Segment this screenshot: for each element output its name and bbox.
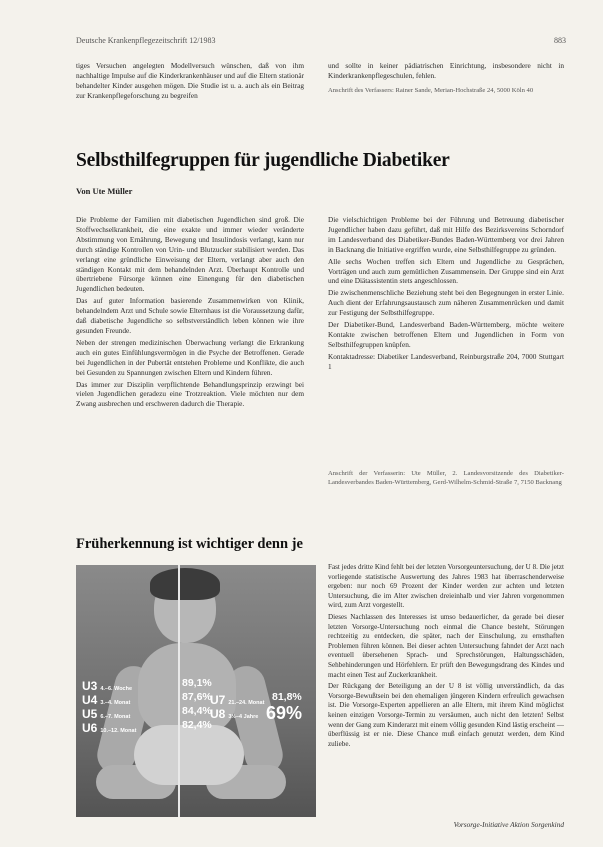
u-percentage: 81,8% (272, 691, 302, 703)
u-row (210, 705, 258, 723)
page-number: 883 (554, 36, 566, 45)
paragraph: Dieses Nachlassen des Interesses ist umso bedauerlicher, da gerade bei dieser letzten Vorsorge-Untersuchung noch einmal die Chance besteht, Störungen rechtzeitig zu entdecken, die später, nach der Einschulung, zu ernsthaften Problemen führen können. Bei dieser achten Untersuchung fahndet der Arzt nach eventuell übersehenen Sprach- und Sprechstörungen, Haltungsschäden, Sehbehinderungen und Hörfehlern. Er prüft den Bewegungsdrang des Kindes und macht einen Test auf Zuckerkrankheit. (328, 612, 564, 679)
u-percentage: 84,4% (182, 705, 212, 717)
paragraph: Fast jedes dritte Kind fehlt bei der letzten Vorsorgeuntersuchung, der U 8. Die jetzt vorliegende statistische Auswertung des Jahres 1983 hat überraschenderweise ergeben: nur noch 69 Prozent der Kinder werden zur achten und letzten Untersuchung, die im Alter zwischen dreieinhalb und vier Jahren vorgenommen wird, zum Arzt vorgestellt. (328, 563, 564, 610)
article-author: Von Ute Müller (76, 186, 133, 196)
previous-article-left-column (76, 61, 304, 103)
u8-percentage: 69% (266, 703, 303, 723)
paragraph: tiges Versuchen angelegten Modellversuch wünschen, daß von ihm nachhaltige Impulse auf die Kinderkrankenhäuser und auf die Eltern stationär behandelter Kinder ausgehen mögen. Die Studie ist u. a. auch als ein Beitrag zur Krankenpflegeforschung zu begreifen (76, 61, 304, 100)
paragraph: Neben der strengen medizinischen Überwachung verlangt die Erkrankung auch ein gutes Einfühlungsvermögen in die Psyche der Betroffenen. Gerade bei Jugendlichen in der Pubertät entstehen Probleme und Konflikte, die auch bei Gesunden zu Spannungen zwischen Eltern und Kindern führen. (76, 337, 304, 377)
u-code: U5 (82, 707, 98, 721)
author-address: Anschrift des Verfassers: Rainer Sande, Merian-Hochstraße 24, 5000 Köln 40 (328, 86, 534, 94)
u-percentage: 89,1% (182, 677, 212, 689)
child-photo (76, 565, 316, 817)
photo-divider-line (178, 565, 180, 817)
article-right-column (328, 215, 564, 374)
paragraph: Der Rückgang der Beteiligung an der U 8 ist völlig unverständlich, da das Vorsorge-Bewußtsein bei den ehemaligen jüngeren Kindern erfreulich gewachsen ist. Die Vorsorge-Experten appellieren an alle Eltern, mit ihrem Kind möglichst keinen einzigen Vorsorge-Termin zu versäumen, auch nicht den letzten! Selbst wenn der Gang zum Kinderarzt mit einem völlig gesunden Kind lästig erscheint — überflüssig ist er nie. Diese Chance muß einfach genutzt werden, dem Kind zuliebe. (328, 682, 565, 748)
paragraph: Die vielschichtigen Probleme bei der Führung und Betreuung diabetischer Jugendlicher haben dazu geführt, daß mit Hilfe des Bezirksvereins Schorndorf im Landesverband des Diabetiker-Bundes Baden-Württemberg vor drei Jahren in Backnang die Initiative ergriffen wurde, eine Selbsthilfegruppe zu gründen. (328, 215, 564, 254)
paragraph: Die Probleme der Familien mit diabetischen Jugendlichen sind groß. Die Stoffwechselkrankheit, die eine exakte und immer wieder veränderte Abstimmung von Ernährung, Bewegung und Insulindosis verlangt, kann nur durch ständige Kontrollen von Urin- und Blutzucker stabilisiert werden. Das verlangt eine gründliche Einweisung der Eltern, verlangt aber auch den ständigen Kontakt mit dem behandelnden Arzt. Überhaupt Kontrolle und übertriebene Fürsorge können eine Einengung für den diabetischen Jugendlichen bedeuten. (76, 215, 304, 294)
u-age: 10.–12. Monat (100, 728, 137, 734)
photo-hair (150, 568, 220, 600)
running-head (76, 36, 566, 45)
article-title: Früherkennung ist wichtiger denn je (76, 536, 303, 552)
u-code: U4 (82, 693, 98, 707)
paragraph: Alle sechs Wochen treffen sich Eltern und Jugendliche zu Gesprächen, Vorträgen und auch zum gemütlichen Zusammensein. Der Gruppe sind ein Arzt und eine Diätassistentin stets angeschlossen. (328, 256, 564, 286)
u-age: 6.–7. Monat (100, 714, 131, 720)
paragraph: Die zwischenmenschliche Beziehung steht bei den Begegnungen in erster Linie. Auch dient der Erfahrungsaustausch zum näheren Zusammenrücken und damit zur Festigung der Selbsthilfegruppe. (328, 288, 564, 318)
photo-diaper (134, 725, 244, 785)
journal-name: Deutsche Krankenpflegezeitschrift 12/1983 (76, 36, 216, 45)
u-percentage: 82,4% (182, 719, 212, 731)
u-age: 21.–24. Monat (228, 700, 265, 706)
u-row (82, 719, 212, 737)
u-code: U3 (82, 679, 98, 693)
article-left-column (76, 215, 304, 411)
u-code: U6 (82, 721, 98, 735)
article-signature: Vorsorge-Initiative Aktion Sorgenkind (453, 820, 564, 829)
article-right-column (328, 563, 564, 751)
previous-article-right-column (328, 61, 564, 97)
author-address: Anschrift der Verfasserin: Ute Müller, 2. Landesvorsitzende des Diabetiker-Landesverbandes Baden-Württemberg, Gerd-Wilhelm-Schmid-Straße 7, 7150 Backnang (328, 470, 564, 486)
u-code: U8 (210, 707, 226, 721)
u-age: 3.–4. Monat (100, 700, 131, 706)
contact-address: Kontaktadresse: Diabetiker Landesverband, Reinburgstraße 204, 7000 Stuttgart 1 (328, 351, 564, 371)
paragraph: Das immer zur Disziplin verpflichtende Behandlungsprinzip erzwingt bei vielen Jugendlichen geradezu eine Trotzreaktion. Viele möchten nur dem Zwang ausbrechen und erschweren dadurch die Therapie. (76, 379, 304, 409)
paragraph: und sollte in keiner pädiatrischen Einrichtung, insbesondere nicht in Kinderkrankenpflegeschulen, fehlen. (328, 61, 564, 80)
article-title: Selbsthilfegruppen für jugendliche Diabetiker (76, 150, 450, 171)
paragraph: Der Diabetiker-Bund, Landesverband Baden-Württemberg, möchte weitere Kontakte zwischen betroffenen Eltern und Jugendlichen in Form von Selbsthilfegruppen knüpfen. (328, 320, 564, 349)
u-code: U7 (210, 693, 226, 707)
paragraph: Das auf guter Information basierende Zusammenwirken von Klinik, behandelndem Arzt und Schule sowie Elternhaus ist die Voraussetzung dafür, daß diabetische Jugendliche so selbstverständlich leben können wie ihre gesunden Freunde. (76, 296, 304, 335)
u-age: 4.–6. Woche (100, 686, 133, 692)
u-percentage: 87,6% (182, 691, 212, 703)
u-age: 3½–4 Jahre (228, 714, 259, 720)
